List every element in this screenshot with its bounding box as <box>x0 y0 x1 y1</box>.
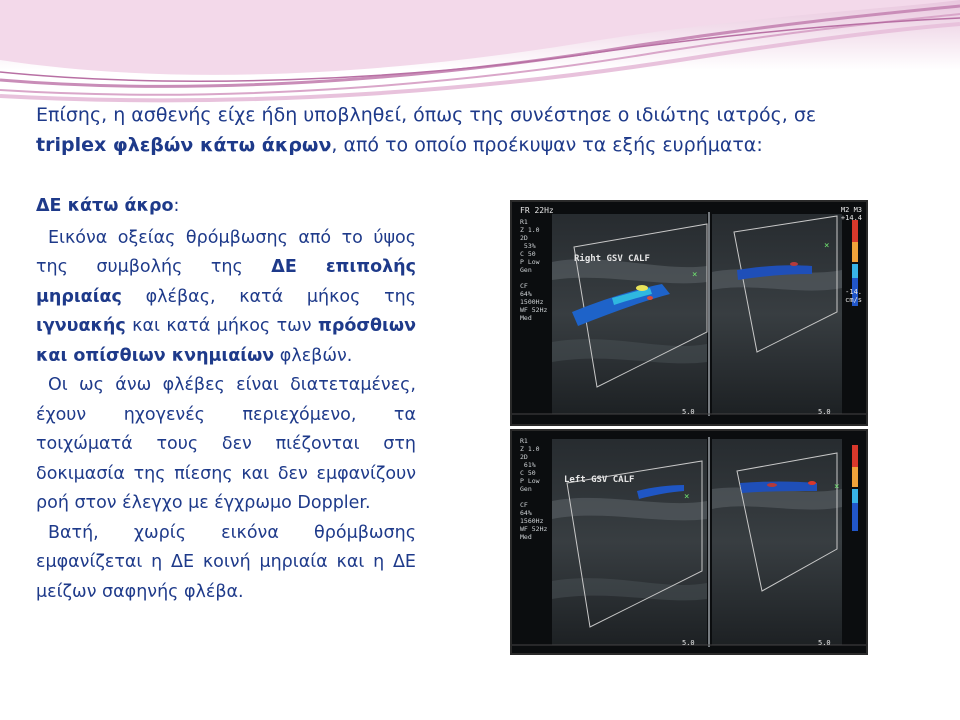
p1-bold-2: ιγνυακής <box>36 316 126 336</box>
scan-label-right: Right GSV CALF <box>574 254 650 264</box>
ultrasound-image-left <box>510 429 868 655</box>
svg-text:×: × <box>692 270 698 280</box>
intro-paragraph <box>36 100 926 160</box>
depth-label-bottom-right: 5.0 <box>818 639 831 647</box>
svg-text:×: × <box>834 482 840 492</box>
depth-label-left: 5.0 <box>682 408 695 416</box>
findings-heading-line <box>36 192 416 222</box>
intro-emphasis: triplex φλεβών κάτω άκρων <box>36 134 332 156</box>
velocity-scale-top: M2 M3 +14.4 <box>840 206 862 222</box>
p1-bold-3: πρόσθιων και οπίσθιων κνημιαίων <box>36 316 416 366</box>
p1-text-2: φλέβας, κατά μήκος της <box>121 286 416 307</box>
svg-text:×: × <box>824 241 830 251</box>
findings-heading: ΔΕ κάτω άκρο <box>36 196 174 216</box>
velocity-scale-bottom: -14. cm/s <box>845 288 862 304</box>
findings-heading-suffix: : <box>173 196 180 216</box>
ultrasound-scan-left <box>512 431 866 653</box>
scan-parameters: R1 Z 1.0 2D 53% C 50 P Low Gen CF 64% 1500Hz WF 52Hz Med <box>520 218 548 322</box>
finding-paragraph-2: Οι ως άνω φλέβες είναι διατεταμένες, έχουν ηχογενές περιεχόμενο, τα τοιχώματά τους δεν πιέζονται στη δοκιμασία της πίεσης και δεν εμφανίζουν ροή στον έλεγχο με έγχρωμο Doppler. <box>36 375 416 513</box>
ultrasound-scan-right <box>512 202 866 424</box>
depth-label-right: 5.0 <box>818 408 831 416</box>
decorative-wave-banner <box>0 0 960 110</box>
frame-rate-label: FR 22Hz <box>520 206 554 215</box>
p1-text-1: Εικόνα οξείας θρόμβωσης από το ύψος της συμβολής της <box>36 227 416 277</box>
p1-text-4: φλεβών. <box>274 345 353 366</box>
intro-line1: Επίσης, η ασθενής είχε ήδη υποβληθεί, όπως της συνέστησε ο ιδιώτης ιατρός, σε <box>36 104 817 126</box>
finding-paragraph-1 <box>36 224 416 372</box>
depth-label-bottom-left: 5.0 <box>682 639 695 647</box>
p1-text-3: και κατά μήκος των <box>125 316 318 336</box>
svg-text:×: × <box>684 492 690 502</box>
finding-paragraph-3: Βατή, χωρίς εικόνα θρόμβωσης εμφανίζεται η ΔΕ κοινή μηριαία και η ΔΕ μείζων σαφηνής φλέβα. <box>36 522 416 602</box>
intro-rest: , από το οποίο προέκυψαν τα εξής ευρήματα: <box>331 134 763 156</box>
p1-bold-1: ΔΕ επιπολής μηριαίας <box>36 257 416 307</box>
scan-label-left: Left GSV CALF <box>564 475 635 485</box>
scan-parameters-bottom: R1 Z 1.0 2D 61% C 50 P Low Gen CF 64% 1560Hz WF 52Hz Med <box>520 437 548 541</box>
ultrasound-image-right <box>510 200 868 426</box>
findings-column <box>36 192 416 607</box>
